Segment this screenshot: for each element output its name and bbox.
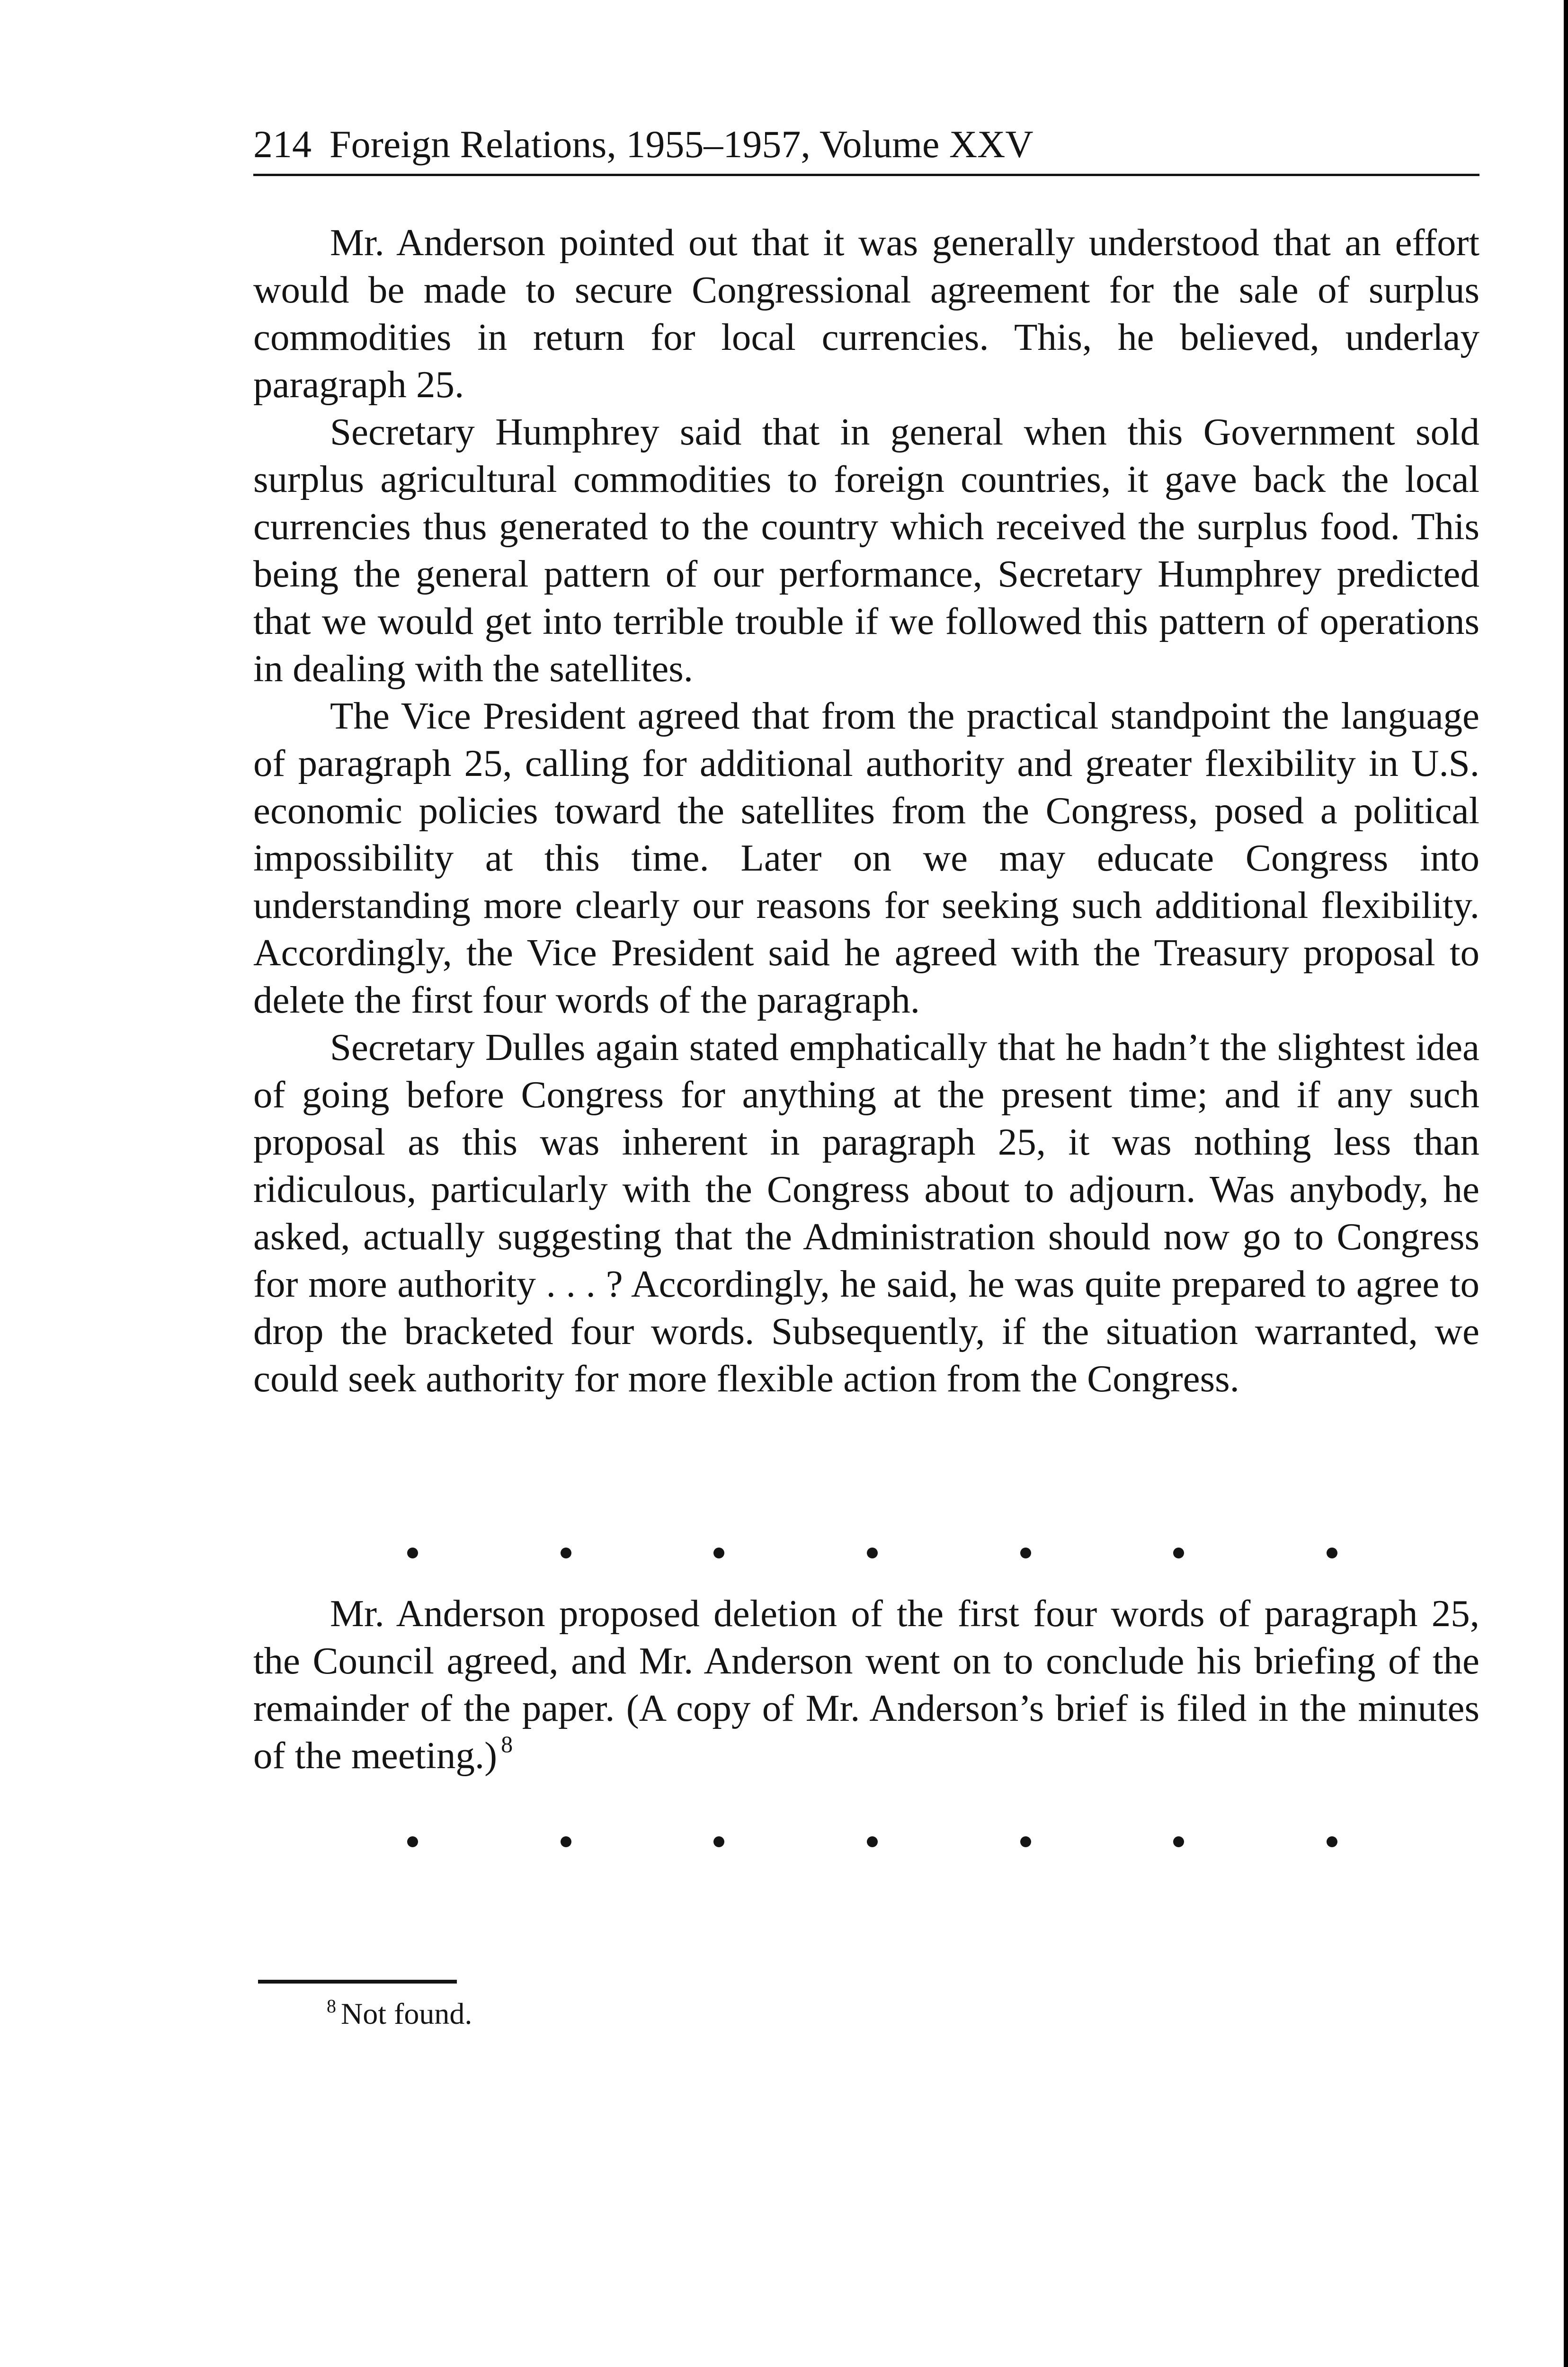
running-head: [253, 121, 1479, 176]
omission-ellipsis: [407, 1832, 1337, 1851]
paragraph-conclusion-text: Mr. Anderson proposed deletion of the first four words of paragraph 25, the Council agreed, and Mr. Anderson went on to conclude his briefing of the remainder of the paper. (A copy of Mr. Anderson’s brief is filed in the minutes of the meeting.): [253, 1592, 1479, 1777]
paragraph-dulles: Secretary Dulles again stated emphatically that he hadn’t the slightest idea of going before Congress for anything at the present time; and if any such proposal as this was inherent in paragraph 25, it was nothing less than ridiculous, particularly with the Congress about to adjourn. Was anybody, he asked, actually suggesting that the Administration should now go to Congress for more authority . . . ? Accordingly, he said, he was quite prepared to agree to drop the bracketed four words. Subsequently, if the situation warranted, we could seek authority for more flexible action from the Congress.: [253, 1026, 1479, 1400]
ellipsis-dot: [1327, 1836, 1337, 1847]
omission-ellipsis: [407, 1543, 1337, 1562]
ellipsis-dot: [867, 1548, 878, 1558]
ellipsis-dot: [407, 1548, 418, 1558]
paragraph-humphrey: Secretary Humphrey said that in general when this Government sold surplus agricultural commodities to foreign countries, it gave back the local currencies thus generated to the country which received the surplus food. This being the general pattern of our performance, Secretary Humphrey predicted that we would get into terrible trouble if we followed this pattern of operations in dealing with the satellites.: [253, 410, 1479, 690]
footnote-text: Not found.: [341, 1997, 472, 2030]
footnote-marker: 8: [327, 1995, 336, 2017]
closing-text: [253, 1590, 1479, 1779]
ellipsis-dot: [713, 1548, 724, 1558]
paragraph-anderson: Mr. Anderson pointed out that it was generally understood that an effort would be made to secure Congressional agreement for the sale of surplus commodities in return for local currencies. This, he believed, underlay paragraph 25.: [253, 221, 1479, 406]
ellipsis-dot: [1327, 1548, 1337, 1558]
ellipsis-dot: [1173, 1836, 1184, 1847]
ellipsis-dot: [1020, 1548, 1031, 1558]
paragraph-conclusion: [253, 1590, 1479, 1779]
footnote-reference[interactable]: 8: [501, 1731, 513, 1757]
ellipsis-dot: [407, 1836, 418, 1847]
body-text: [253, 219, 1479, 1402]
paragraph-vice-president: The Vice President agreed that from the practical standpoint the language of paragraph 25, calling for additional authority and greater flexibility in U.S. economic policies toward the satellites from the Congress, posed a political impossibility at this time. Later on we may educate Congress into understanding more clearly our reasons for seeking such additional flexibility. Accordingly, the Vice President said he agreed with the Treasury proposal to delete the first four words of the paragraph.: [253, 694, 1479, 1021]
ellipsis-dot: [1020, 1836, 1031, 1847]
footnote-divider: [258, 1980, 457, 1984]
page-number: 214: [253, 123, 312, 166]
ellipsis-dot: [561, 1548, 571, 1558]
volume-title: Foreign Relations, 1955–1957, Volume XXV: [330, 123, 1033, 166]
ellipsis-dot: [713, 1836, 724, 1847]
ellipsis-dot: [1173, 1548, 1184, 1558]
ellipsis-dot: [867, 1836, 878, 1847]
ellipsis-dot: [561, 1836, 571, 1847]
footnote: [327, 1995, 472, 2033]
